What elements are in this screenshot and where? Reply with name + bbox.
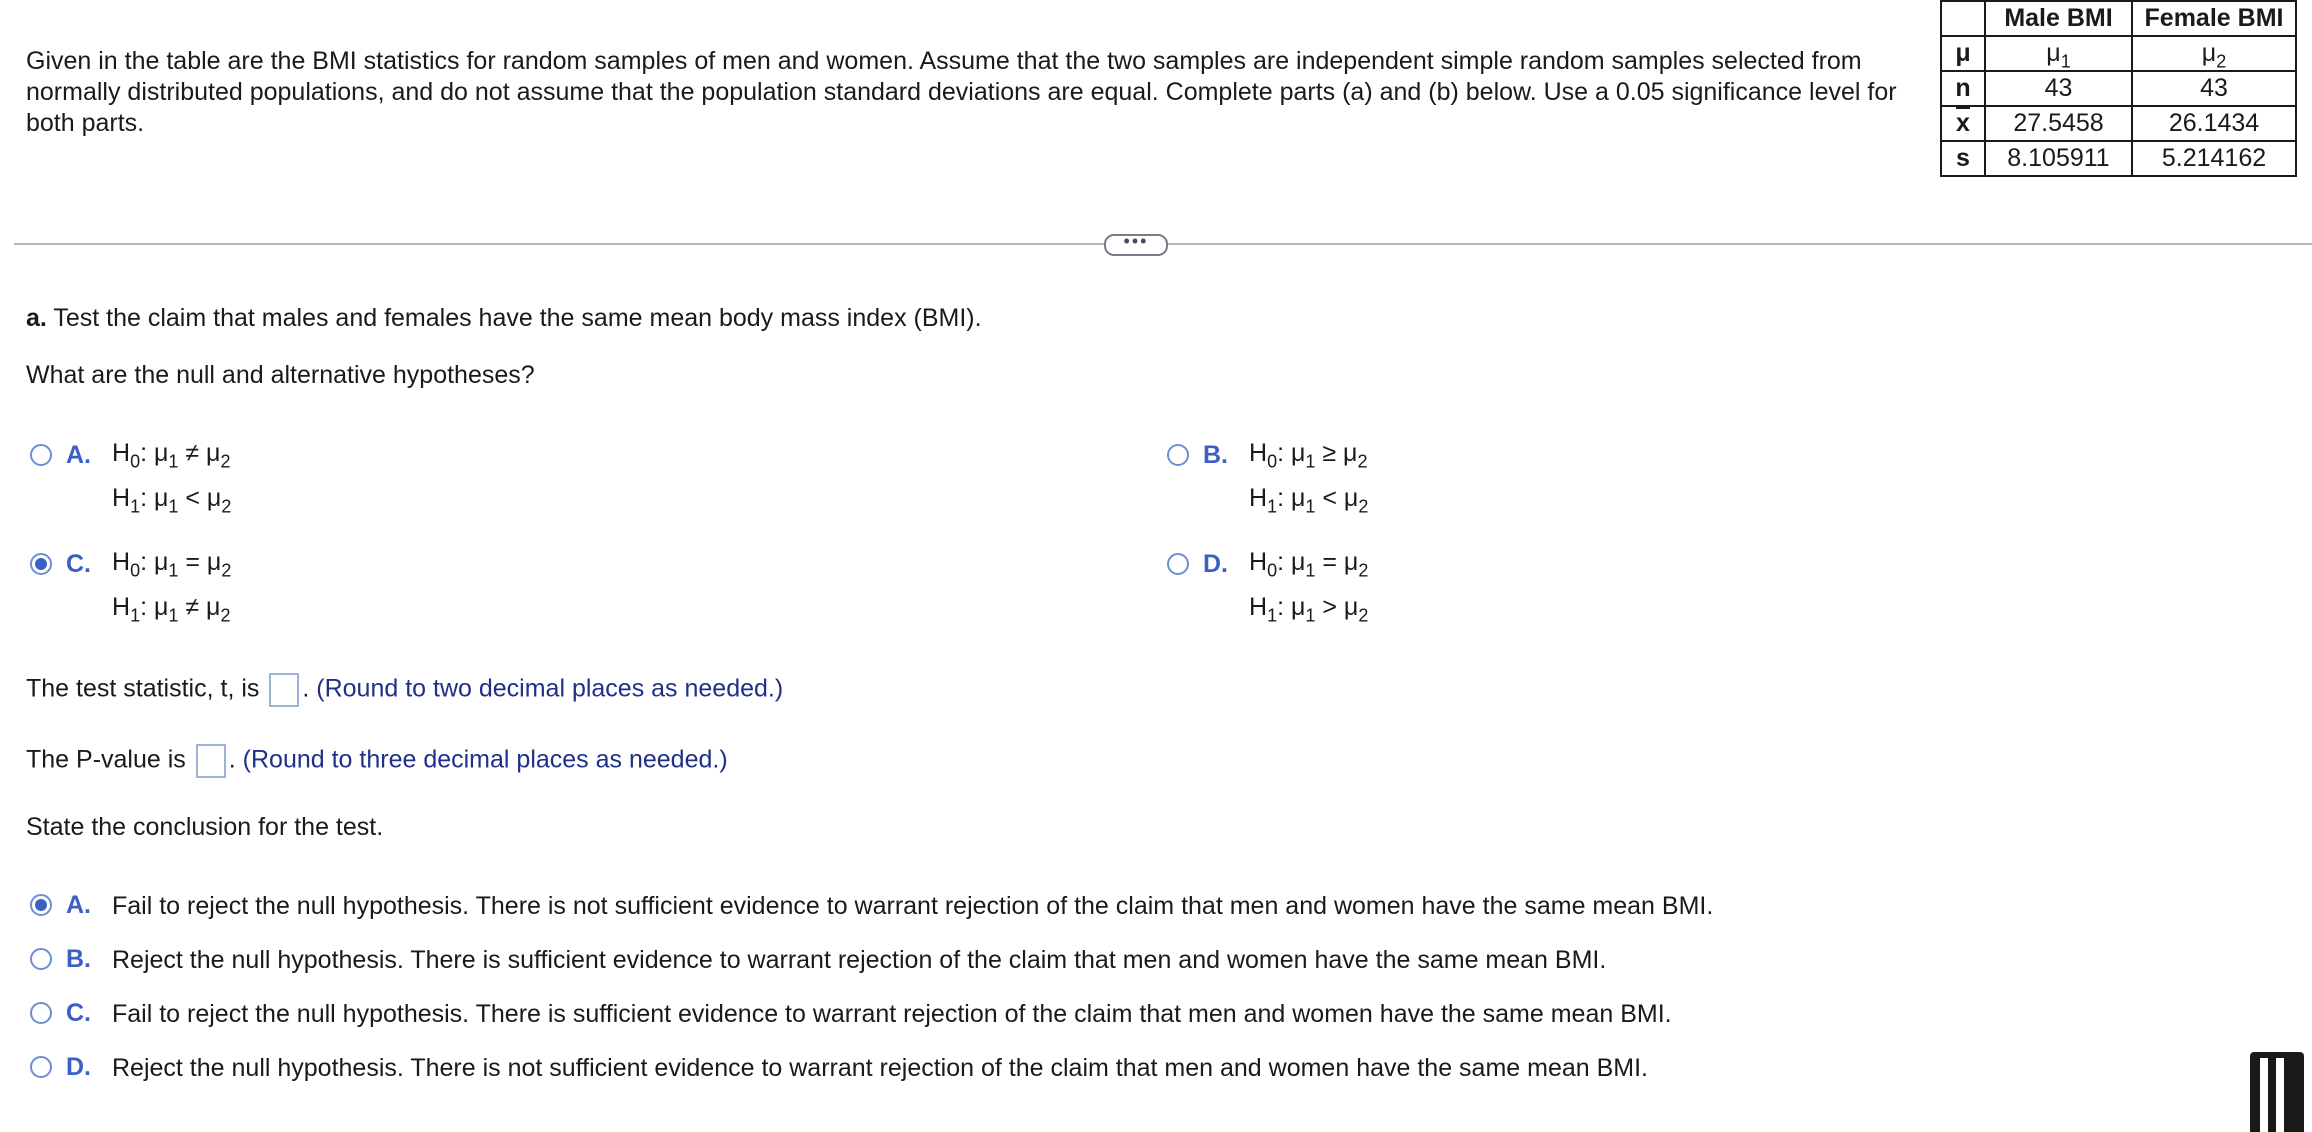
cell-male-n: 43 bbox=[1985, 71, 2132, 106]
hypothesis-text: $H_0$: $\mu_1 \ge \mu_2$ $H_1$: $\mu_1 < \mu_2$ bbox=[1249, 439, 1369, 517]
cell-female-mean: 26.1434 bbox=[2132, 106, 2296, 141]
radio-button-selected[interactable] bbox=[30, 553, 52, 575]
test-statistic-row: The test statistic, t, is . (Round to two decimal places as needed.) bbox=[26, 673, 783, 707]
row-label-s: s bbox=[1941, 141, 1985, 176]
conclusion-text: Fail to reject the null hypothesis. There is not sufficient evidence to warrant rejection of the claim that men and women have the same mean BMI. bbox=[112, 892, 1714, 920]
radio-button[interactable] bbox=[1167, 444, 1189, 466]
hypothesis-option-b[interactable]: B. $H_0$: $\mu_1 \ge \mu_2$ $H_1$: $\mu_1 < \mu_2$ bbox=[1167, 441, 1368, 521]
table-row bbox=[1941, 141, 2296, 176]
radio-button-selected[interactable] bbox=[30, 894, 52, 916]
hypothesis-text: $H_0$: $\mu_1 \ne \mu_2$ $H_1$: $\mu_1 < \mu_2$ bbox=[112, 439, 232, 517]
table-header-male: Male BMI bbox=[1985, 1, 2132, 36]
conclusion-option-c[interactable]: C. Fail to reject the null hypothesis. There is sufficient evidence to warrant rejection of the claim that men and women have the same mean BMI. bbox=[30, 999, 1672, 1029]
cell-male-mu: $\mu_1$ bbox=[1985, 36, 2132, 71]
conclusion-option-b[interactable]: B. Reject the null hypothesis. There is sufficient evidence to warrant rejection of the claim that men and women have the same mean BMI. bbox=[30, 945, 1606, 975]
p-value-input[interactable] bbox=[196, 744, 226, 778]
hypotheses-question: What are the null and alternative hypotheses? bbox=[26, 361, 535, 389]
hypothesis-option-d[interactable]: D. $H_0$: $\mu_1 = \mu_2$ $H_1$: $\mu_1 > \mu_2$ bbox=[1167, 550, 1368, 630]
hypothesis-text: $H_0$: $\mu_1 = \mu_2$ $H_1$: $\mu_1 > \mu_2$ bbox=[1249, 548, 1369, 626]
hypothesis-option-c[interactable]: C. $H_0$: $\mu_1 = \mu_2$ $H_1$: $\mu_1 \ne \mu_2$ bbox=[30, 550, 231, 630]
radio-button[interactable] bbox=[30, 1056, 52, 1078]
cell-male-sd: 8.105911 bbox=[1985, 141, 2132, 176]
row-label-mu: μ bbox=[1941, 36, 1985, 71]
conclusion-prompt: State the conclusion for the test. bbox=[26, 813, 384, 841]
rounding-hint: (Round to three decimal places as needed.) bbox=[242, 745, 728, 774]
conclusion-text: Fail to reject the null hypothesis. There is sufficient evidence to warrant rejection of the claim that men and women have the same mean BMI. bbox=[112, 1000, 1672, 1028]
conclusion-option-a[interactable]: A. Fail to reject the null hypothesis. There is not sufficient evidence to warrant rejection of the claim that men and women have the same mean BMI. bbox=[30, 891, 1713, 921]
table-row bbox=[1941, 106, 2296, 141]
cell-male-mean: 27.5458 bbox=[1985, 106, 2132, 141]
bmi-statistics-table bbox=[1940, 0, 2297, 177]
conclusion-option-d[interactable]: D. Reject the null hypothesis. There is not sufficient evidence to warrant rejection of the claim that men and women have the same mean BMI. bbox=[30, 1053, 1648, 1083]
table-row bbox=[1941, 36, 2296, 71]
radio-button[interactable] bbox=[1167, 553, 1189, 575]
radio-button[interactable] bbox=[30, 1002, 52, 1024]
radio-button[interactable] bbox=[30, 444, 52, 466]
table-header-blank bbox=[1941, 1, 1985, 36]
row-label-xbar: $\overline{x}$ bbox=[1941, 106, 1985, 141]
cell-female-sd: 5.214162 bbox=[2132, 141, 2296, 176]
conclusion-text: Reject the null hypothesis. There is sufficient evidence to warrant rejection of the claim that men and women have the same mean BMI. bbox=[112, 946, 1607, 974]
rounding-hint: (Round to two decimal places as needed.) bbox=[316, 674, 784, 703]
expand-more-button[interactable]: ••• bbox=[1104, 234, 1168, 256]
hypothesis-option-a[interactable]: A. $H_0$: $\mu_1 \ne \mu_2$ $H_1$: $\mu_1 < \mu_2$ bbox=[30, 441, 231, 521]
p-value-row: The P-value is . (Round to three decimal places as needed.) bbox=[26, 744, 728, 778]
test-statistic-input[interactable] bbox=[269, 673, 299, 707]
hypothesis-text: $H_0$: $\mu_1 = \mu_2$ $H_1$: $\mu_1 \ne \mu_2$ bbox=[112, 548, 232, 626]
part-a-prompt: a. Test the claim that males and females have the same mean body mass index (BMI). bbox=[26, 304, 982, 332]
conclusion-text: Reject the null hypothesis. There is not sufficient evidence to warrant rejection of the claim that men and women have the same mean BMI. bbox=[112, 1054, 1648, 1082]
row-label-n: n bbox=[1941, 71, 1985, 106]
table-header-row bbox=[1941, 1, 2296, 36]
cell-female-mu: $\mu_2$ bbox=[2132, 36, 2296, 71]
table-header-female: Female BMI bbox=[2132, 1, 2296, 36]
cell-female-n: 43 bbox=[2132, 71, 2296, 106]
scroll-handle[interactable] bbox=[2250, 1052, 2304, 1132]
problem-statement: Given in the table are the BMI statistics for random samples of men and women. Assume that the two samples are independent simple random samples selected from normally distributed populations, and do not assume that the population standard deviations are equal. Complete parts (a) and (b) below. Use a 0.05 significance level for both parts. bbox=[26, 47, 1897, 137]
table-row bbox=[1941, 71, 2296, 106]
radio-button[interactable] bbox=[30, 948, 52, 970]
